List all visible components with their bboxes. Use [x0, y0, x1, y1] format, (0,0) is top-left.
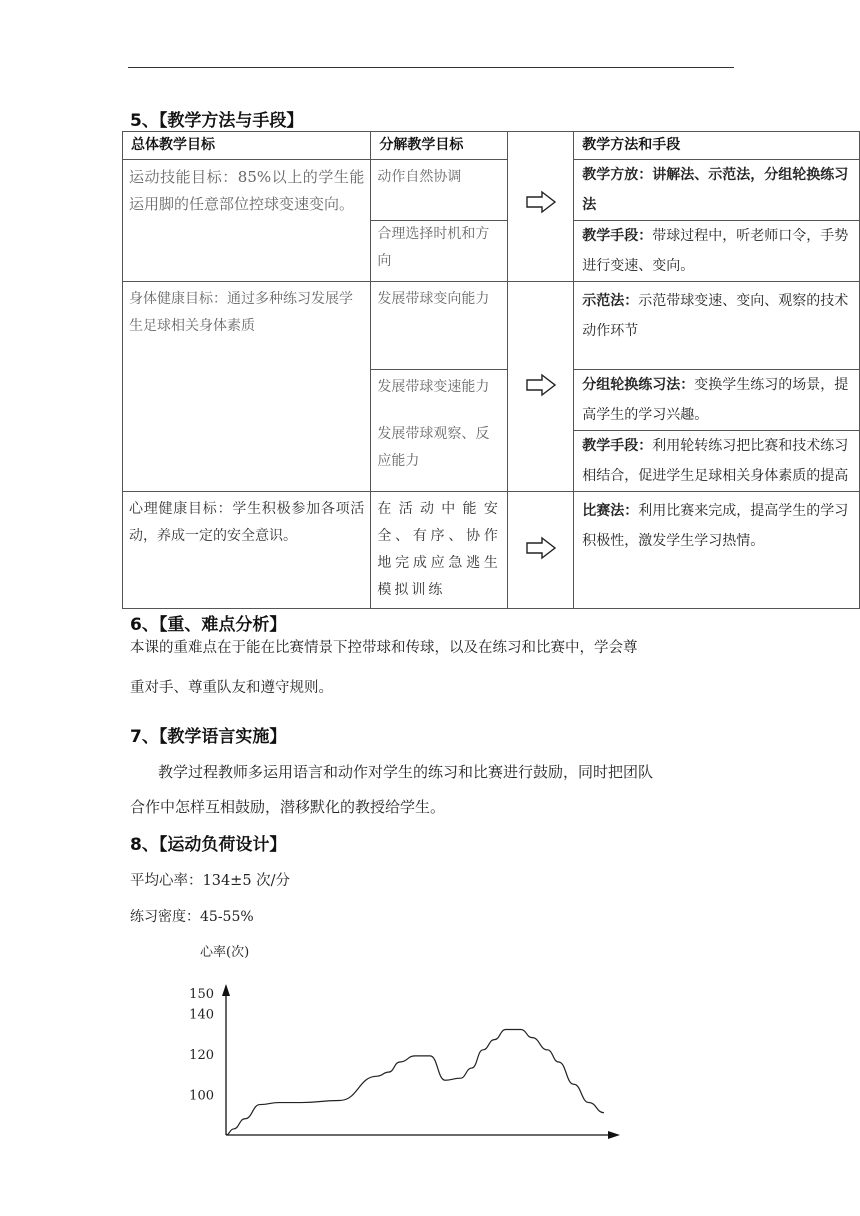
method-cell: 教学方放：讲解法、示范法，分组轮换练习法: [574, 160, 860, 221]
method-cell: 示范法：示范带球变速、变向、观察的技术动作环节: [574, 282, 860, 370]
heart-rate-chart: [180, 938, 640, 1158]
table-row: [123, 282, 860, 370]
table-row: [123, 492, 860, 609]
overall-goal-mental: 心理健康目标：学生积极参加各项活动，养成一定的安全意识。: [123, 492, 371, 609]
y-tick-label: 100: [189, 1088, 214, 1104]
header-rule: [128, 67, 734, 68]
arrow-cell: [507, 132, 573, 282]
heart-rate-chart-svg: [180, 938, 640, 1158]
right-arrow-icon: [525, 373, 557, 397]
section-7-line-1: 教学过程教师多运用语言和动作对学生的练习和比赛进行鼓励，同时把团队: [158, 763, 654, 781]
section-5-heading: 5、【教学方法与手段】: [130, 111, 304, 131]
sub-goal-timing: 合理选择时机和方向: [371, 221, 507, 282]
table-row: [123, 160, 860, 221]
arrow-cell: [507, 492, 573, 609]
section-7-line-2: 合作中怎样互相鼓励，潜移默化的教授给学生。: [130, 798, 446, 816]
header-sub-goal: 分解教学目标: [371, 132, 507, 160]
sub-goal-coordination: 动作自然协调: [371, 160, 507, 221]
heart-rate-line: [226, 1030, 604, 1135]
header-methods: 教学方法和手段: [574, 132, 860, 160]
method-cell: 教学手段：利用轮转练习把比赛和技术练习相结合，促进学生足球相关身体素质的提高: [574, 431, 860, 492]
section-6-line-1: 本课的重难点在于能在比赛情景下控带球和传球，以及在练习和比赛中，学会尊: [130, 640, 638, 656]
overall-goal-health: 身体健康目标：通过多种练习发展学生足球相关身体素质: [123, 282, 371, 492]
y-axis-label: 心率(次): [200, 945, 250, 960]
right-arrow-icon: [525, 190, 557, 214]
x-axis-arrow: [608, 1131, 620, 1139]
method-cell: 比赛法：利用比赛来完成，提高学生的学习积极性，激发学生学习热情。: [574, 492, 860, 609]
y-tick-label: 120: [189, 1047, 214, 1063]
section-8-heading: 8、【运动负荷设计】: [130, 835, 287, 855]
section-6-heading: 6、【重、难点分析】: [130, 615, 287, 635]
sub-goal-direction: 发展带球变向能力: [371, 282, 507, 370]
overall-goal-skill: 运动技能目标：85%以上的学生能运用脚的任意部位控球变速变向。: [123, 160, 371, 282]
heart-rate-text: 平均心率：134±5 次/分: [130, 873, 291, 889]
method-cell: 分组轮换练习法：变换学生练习的场景，提高学生的学习兴趣。: [574, 370, 860, 431]
section-7-heading: 7、【教学语言实施】: [130, 727, 287, 747]
header-overall-goal: 总体教学目标: [123, 132, 371, 160]
right-arrow-icon: [525, 536, 557, 560]
y-axis-arrow: [222, 984, 230, 996]
section-6-line-2: 重对手、尊重队友和遵守规则。: [130, 680, 333, 696]
y-tick-label: 150: [189, 987, 214, 1002]
methods-table: [122, 131, 860, 609]
table-header-row: [123, 132, 860, 160]
sub-goal-safety: 在活动中能安全、有序、协作地完成应急逃生模拟训练: [371, 492, 507, 609]
arrow-cell: [507, 282, 573, 492]
sub-goal-speed: 发展带球变速能力 发展带球观察、反应能力: [371, 370, 507, 492]
method-cell: 教学手段：带球过程中，听老师口令，手势进行变速、变向。: [574, 221, 860, 282]
density-text: 练习密度：45-55%: [130, 909, 254, 925]
y-tick-label: 140: [189, 1007, 214, 1023]
